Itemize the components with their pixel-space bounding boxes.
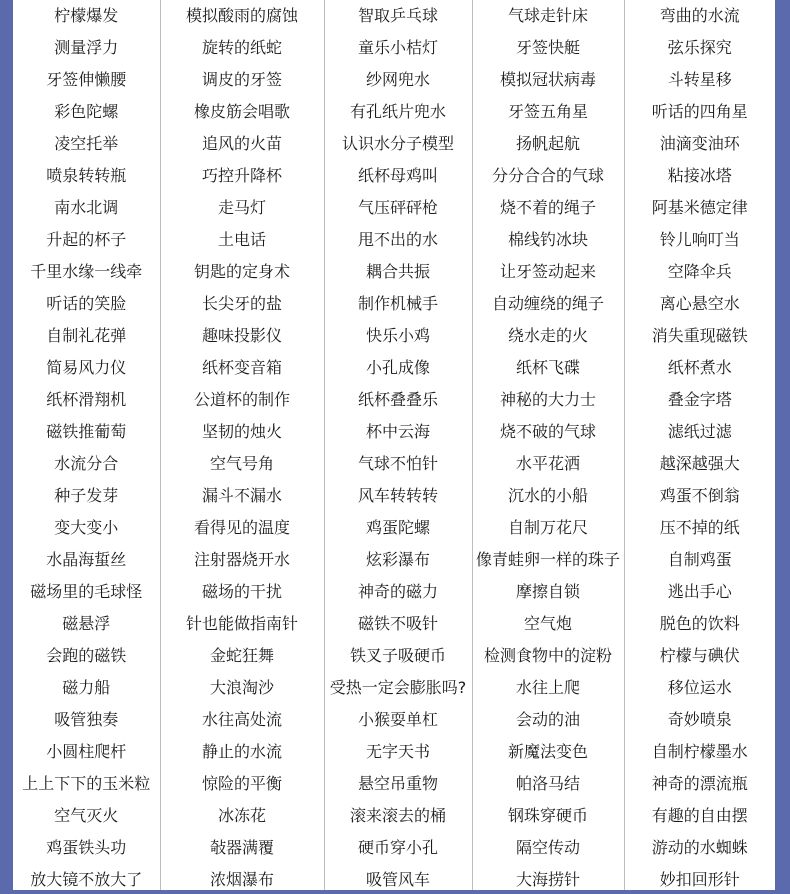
experiment-name-cell: 大海捞针 — [472, 862, 624, 894]
experiment-name-cell: 智取乒乓球 — [324, 0, 472, 30]
experiment-name-cell: 分分合合的气球 — [472, 158, 624, 190]
table-row — [13, 670, 775, 702]
experiment-name-cell: 水往高处流 — [160, 702, 324, 734]
experiment-name-cell: 凌空托举 — [13, 126, 160, 158]
experiment-name-cell: 鸡蛋陀螺 — [324, 510, 472, 542]
table-row — [13, 862, 775, 894]
table-row — [13, 382, 775, 414]
experiment-name-cell: 神奇的磁力 — [324, 574, 472, 606]
table-row — [13, 0, 775, 30]
experiment-name-cell: 橡皮筋会唱歌 — [160, 94, 324, 126]
table-row — [13, 606, 775, 638]
experiment-name-cell: 喷泉转转瓶 — [13, 158, 160, 190]
experiment-name-cell: 空气炮 — [472, 606, 624, 638]
experiment-name-cell: 越深越强大 — [659, 453, 740, 473]
experiment-name-cell: 炫彩瀑布 — [324, 542, 472, 574]
table-row — [13, 126, 775, 158]
experiment-name-cell: 粘接冰塔 — [667, 165, 732, 185]
table-row — [13, 766, 775, 798]
experiment-name-cell: 看得见的温度 — [160, 510, 324, 542]
experiment-name-cell: 滤纸过滤 — [667, 421, 732, 441]
experiment-name-cell: 阿基米德定律 — [651, 197, 748, 217]
experiment-name-cell: 烧不着的绳子 — [472, 190, 624, 222]
experiment-name-cell: 耦合共振 — [324, 254, 472, 286]
experiment-name-cell: 水流分合 — [13, 446, 160, 478]
experiment-name-cell: 妙扣回形针 — [659, 869, 740, 889]
experiment-name-cell: 惊险的平衡 — [160, 766, 324, 798]
experiment-name-cell: 自制柠檬墨水 — [651, 741, 748, 761]
experiment-name-cell: 牙签伸懒腰 — [13, 62, 160, 94]
experiment-name-cell: 追风的火苗 — [160, 126, 324, 158]
experiment-name-cell: 鸡蛋不倒翁 — [659, 485, 740, 505]
experiment-name-cell: 自制礼花弹 — [13, 318, 160, 350]
experiment-name-cell: 长尖牙的盐 — [160, 286, 324, 318]
experiment-name-cell: 磁场的干扰 — [160, 574, 324, 606]
experiment-name-cell: 变大变小 — [13, 510, 160, 542]
experiment-name-cell: 土电话 — [160, 222, 324, 254]
experiment-name-cell: 铃儿响叮当 — [659, 229, 740, 249]
experiment-name-cell: 漏斗不漏水 — [160, 478, 324, 510]
experiment-name-cell: 测量浮力 — [13, 30, 160, 62]
experiment-name-cell: 游动的水蜘蛛 — [651, 837, 748, 857]
experiment-name-cell: 脱色的饮料 — [659, 613, 740, 633]
experiment-name-cell: 牙签快艇 — [472, 30, 624, 62]
experiment-name-cell: 油滴变油环 — [659, 133, 740, 153]
experiment-name-cell: 自制鸡蛋 — [667, 549, 732, 569]
experiment-name-cell: 纸杯滑翔机 — [13, 382, 160, 414]
experiment-name-cell: 坚韧的烛火 — [160, 414, 324, 446]
experiment-name-cell: 纱网兜水 — [324, 62, 472, 94]
experiment-name-cell: 磁铁推葡萄 — [13, 414, 160, 446]
experiment-name-cell: 静止的水流 — [160, 734, 324, 766]
experiment-name-cell: 小猴耍单杠 — [324, 702, 472, 734]
table-row — [13, 222, 775, 254]
table-row — [13, 62, 775, 94]
experiment-name-cell: 绕水走的火 — [472, 318, 624, 350]
experiment-name-cell: 钢珠穿硬币 — [472, 798, 624, 830]
experiment-name-cell: 小圆柱爬杆 — [13, 734, 160, 766]
table-row — [13, 350, 775, 382]
experiment-name-cell: 注射器烧开水 — [160, 542, 324, 574]
experiment-name-cell: 金蛇狂舞 — [160, 638, 324, 670]
table-row — [13, 798, 775, 830]
experiment-table-body — [13, 0, 775, 894]
table-row — [13, 574, 775, 606]
experiment-name-cell: 放大镜不放大了 — [13, 862, 160, 894]
table-row — [13, 318, 775, 350]
experiment-name-cell: 走马灯 — [160, 190, 324, 222]
experiment-name-cell: 摩擦自锁 — [472, 574, 624, 606]
experiment-name-cell: 种子发芽 — [13, 478, 160, 510]
experiment-name-cell: 空降伞兵 — [667, 261, 732, 281]
experiment-name-cell: 浓烟瀑布 — [160, 862, 324, 894]
experiment-name-cell: 针也能做指南针 — [160, 606, 324, 638]
experiment-name-cell: 会跑的磁铁 — [13, 638, 160, 670]
experiment-name-cell: 隔空传动 — [472, 830, 624, 862]
experiment-name-cell: 压不掉的纸 — [659, 517, 740, 537]
table-row — [13, 830, 775, 862]
experiment-name-cell: 检测食物中的淀粉 — [472, 638, 624, 670]
experiment-name-cell: 听话的四角星 — [651, 101, 748, 121]
experiment-name-cell: 让牙签动起来 — [472, 254, 624, 286]
experiment-name-cell: 悬空吊重物 — [324, 766, 472, 798]
experiment-name-cell: 吸管独奏 — [13, 702, 160, 734]
experiment-table — [13, 0, 775, 894]
experiment-name-cell: 鸡蛋铁头功 — [13, 830, 160, 862]
experiment-name-cell: 快乐小鸡 — [324, 318, 472, 350]
experiment-name-cell: 叠金字塔 — [667, 389, 732, 409]
experiment-name-cell: 纸杯煮水 — [667, 357, 732, 377]
experiment-name-cell: 自动缠绕的绳子 — [472, 286, 624, 318]
experiment-name-cell: 认识水分子模型 — [324, 126, 472, 158]
experiment-name-cell: 气压砰砰枪 — [324, 190, 472, 222]
table-row — [13, 478, 775, 510]
experiment-name-cell: 柠檬爆发 — [13, 0, 160, 30]
experiment-name-cell: 神奇的漂流瓶 — [651, 773, 748, 793]
experiment-name-cell: 无字天书 — [324, 734, 472, 766]
experiment-name-cell: 奇妙喷泉 — [667, 709, 732, 729]
experiment-name-cell: 巧控升降杯 — [160, 158, 324, 190]
experiment-name-cell: 空气灭火 — [13, 798, 160, 830]
table-row — [13, 542, 775, 574]
experiment-name-cell: 自制万花尺 — [472, 510, 624, 542]
experiment-name-cell: 硬币穿小孔 — [324, 830, 472, 862]
experiment-name-cell: 消失重现磁铁 — [651, 325, 748, 345]
experiment-name-cell: 水平花洒 — [472, 446, 624, 478]
experiment-name-cell: 磁悬浮 — [13, 606, 160, 638]
experiment-name-cell: 像青蛙卵一样的珠子 — [472, 542, 624, 574]
table-row — [13, 638, 775, 670]
experiment-name-cell: 听话的笑脸 — [13, 286, 160, 318]
experiment-name-cell: 趣味投影仪 — [160, 318, 324, 350]
table-row — [13, 254, 775, 286]
experiment-name-cell: 纸杯叠叠乐 — [324, 382, 472, 414]
experiment-name-cell: 弯曲的水流 — [659, 5, 740, 25]
experiment-name-cell: 大浪淘沙 — [160, 670, 324, 702]
experiment-name-cell: 磁场里的毛球怪 — [13, 574, 160, 606]
experiment-name-cell: 气球走针床 — [472, 0, 624, 30]
experiment-name-cell: 磁力船 — [13, 670, 160, 702]
experiment-name-cell: 沉水的小船 — [472, 478, 624, 510]
experiment-name-cell: 千里水缘一线牵 — [13, 254, 160, 286]
experiment-name-cell: 铁叉子吸硬币 — [324, 638, 472, 670]
experiment-name-cell: 烧不破的气球 — [472, 414, 624, 446]
experiment-name-cell: 水往上爬 — [472, 670, 624, 702]
table-row — [13, 190, 775, 222]
experiment-name-cell: 旋转的纸蛇 — [160, 30, 324, 62]
experiment-name-cell: 空气号角 — [160, 446, 324, 478]
table-row — [13, 734, 775, 766]
experiment-name-cell: 童乐小桔灯 — [324, 30, 472, 62]
experiment-name-cell: 柠檬与碘伏 — [659, 645, 740, 665]
experiment-name-cell: 移位运水 — [667, 677, 732, 697]
experiment-name-cell: 简易风力仪 — [13, 350, 160, 382]
experiment-name-cell: 气球不怕针 — [324, 446, 472, 478]
experiment-name-cell: 棉线钓冰块 — [472, 222, 624, 254]
experiment-name-cell: 有趣的自由摆 — [651, 805, 748, 825]
experiment-name-cell: 小孔成像 — [324, 350, 472, 382]
table-row — [13, 446, 775, 478]
table-row — [13, 414, 775, 446]
experiment-name-cell: 会动的油 — [472, 702, 624, 734]
experiment-name-cell: 纸杯变音箱 — [160, 350, 324, 382]
experiment-name-cell: 杯中云海 — [324, 414, 472, 446]
experiment-name-cell: 水晶海蜇丝 — [13, 542, 160, 574]
experiment-name-cell: 牙签五角星 — [472, 94, 624, 126]
experiment-name-cell: 南水北调 — [13, 190, 160, 222]
experiment-name-cell: 新魔法变色 — [472, 734, 624, 766]
table-row — [13, 702, 775, 734]
experiment-name-cell: 上上下下的玉米粒 — [13, 766, 160, 798]
experiment-name-cell: 调皮的牙签 — [160, 62, 324, 94]
experiment-name-cell: 纸杯飞碟 — [472, 350, 624, 382]
experiment-name-cell: 神秘的大力士 — [472, 382, 624, 414]
experiment-name-cell: 模拟酸雨的腐蚀 — [160, 0, 324, 30]
experiment-list-sheet — [13, 0, 775, 894]
experiment-name-cell: 彩色陀螺 — [13, 94, 160, 126]
table-row — [13, 94, 775, 126]
experiment-name-cell: 扬帆起航 — [472, 126, 624, 158]
table-row — [13, 510, 775, 542]
experiment-name-cell: 有孔纸片兜水 — [324, 94, 472, 126]
experiment-name-cell: 受热一定会膨胀吗? — [324, 670, 472, 702]
experiment-name-cell: 离心悬空水 — [659, 293, 740, 313]
experiment-name-cell: 滚来滚去的桶 — [324, 798, 472, 830]
experiment-name-cell: 甩不出的水 — [324, 222, 472, 254]
experiment-name-cell: 弦乐探究 — [667, 37, 732, 57]
experiment-name-cell: 敧器满覆 — [160, 830, 324, 862]
experiment-name-cell: 制作机械手 — [324, 286, 472, 318]
experiment-name-cell: 帕洛马结 — [472, 766, 624, 798]
experiment-name-cell: 斗转星移 — [667, 69, 732, 89]
table-row — [13, 30, 775, 62]
table-row — [13, 158, 775, 190]
experiment-name-cell: 钥匙的定身术 — [160, 254, 324, 286]
experiment-name-cell: 逃出手心 — [667, 581, 732, 601]
experiment-name-cell: 纸杯母鸡叫 — [324, 158, 472, 190]
experiment-name-cell: 风车转转转 — [324, 478, 472, 510]
experiment-name-cell: 吸管风车 — [324, 862, 472, 894]
experiment-name-cell: 冰冻花 — [160, 798, 324, 830]
experiment-name-cell: 磁铁不吸针 — [324, 606, 472, 638]
experiment-name-cell: 升起的杯子 — [13, 222, 160, 254]
table-row — [13, 286, 775, 318]
experiment-name-cell: 模拟冠状病毒 — [472, 62, 624, 94]
experiment-name-cell: 公道杯的制作 — [160, 382, 324, 414]
